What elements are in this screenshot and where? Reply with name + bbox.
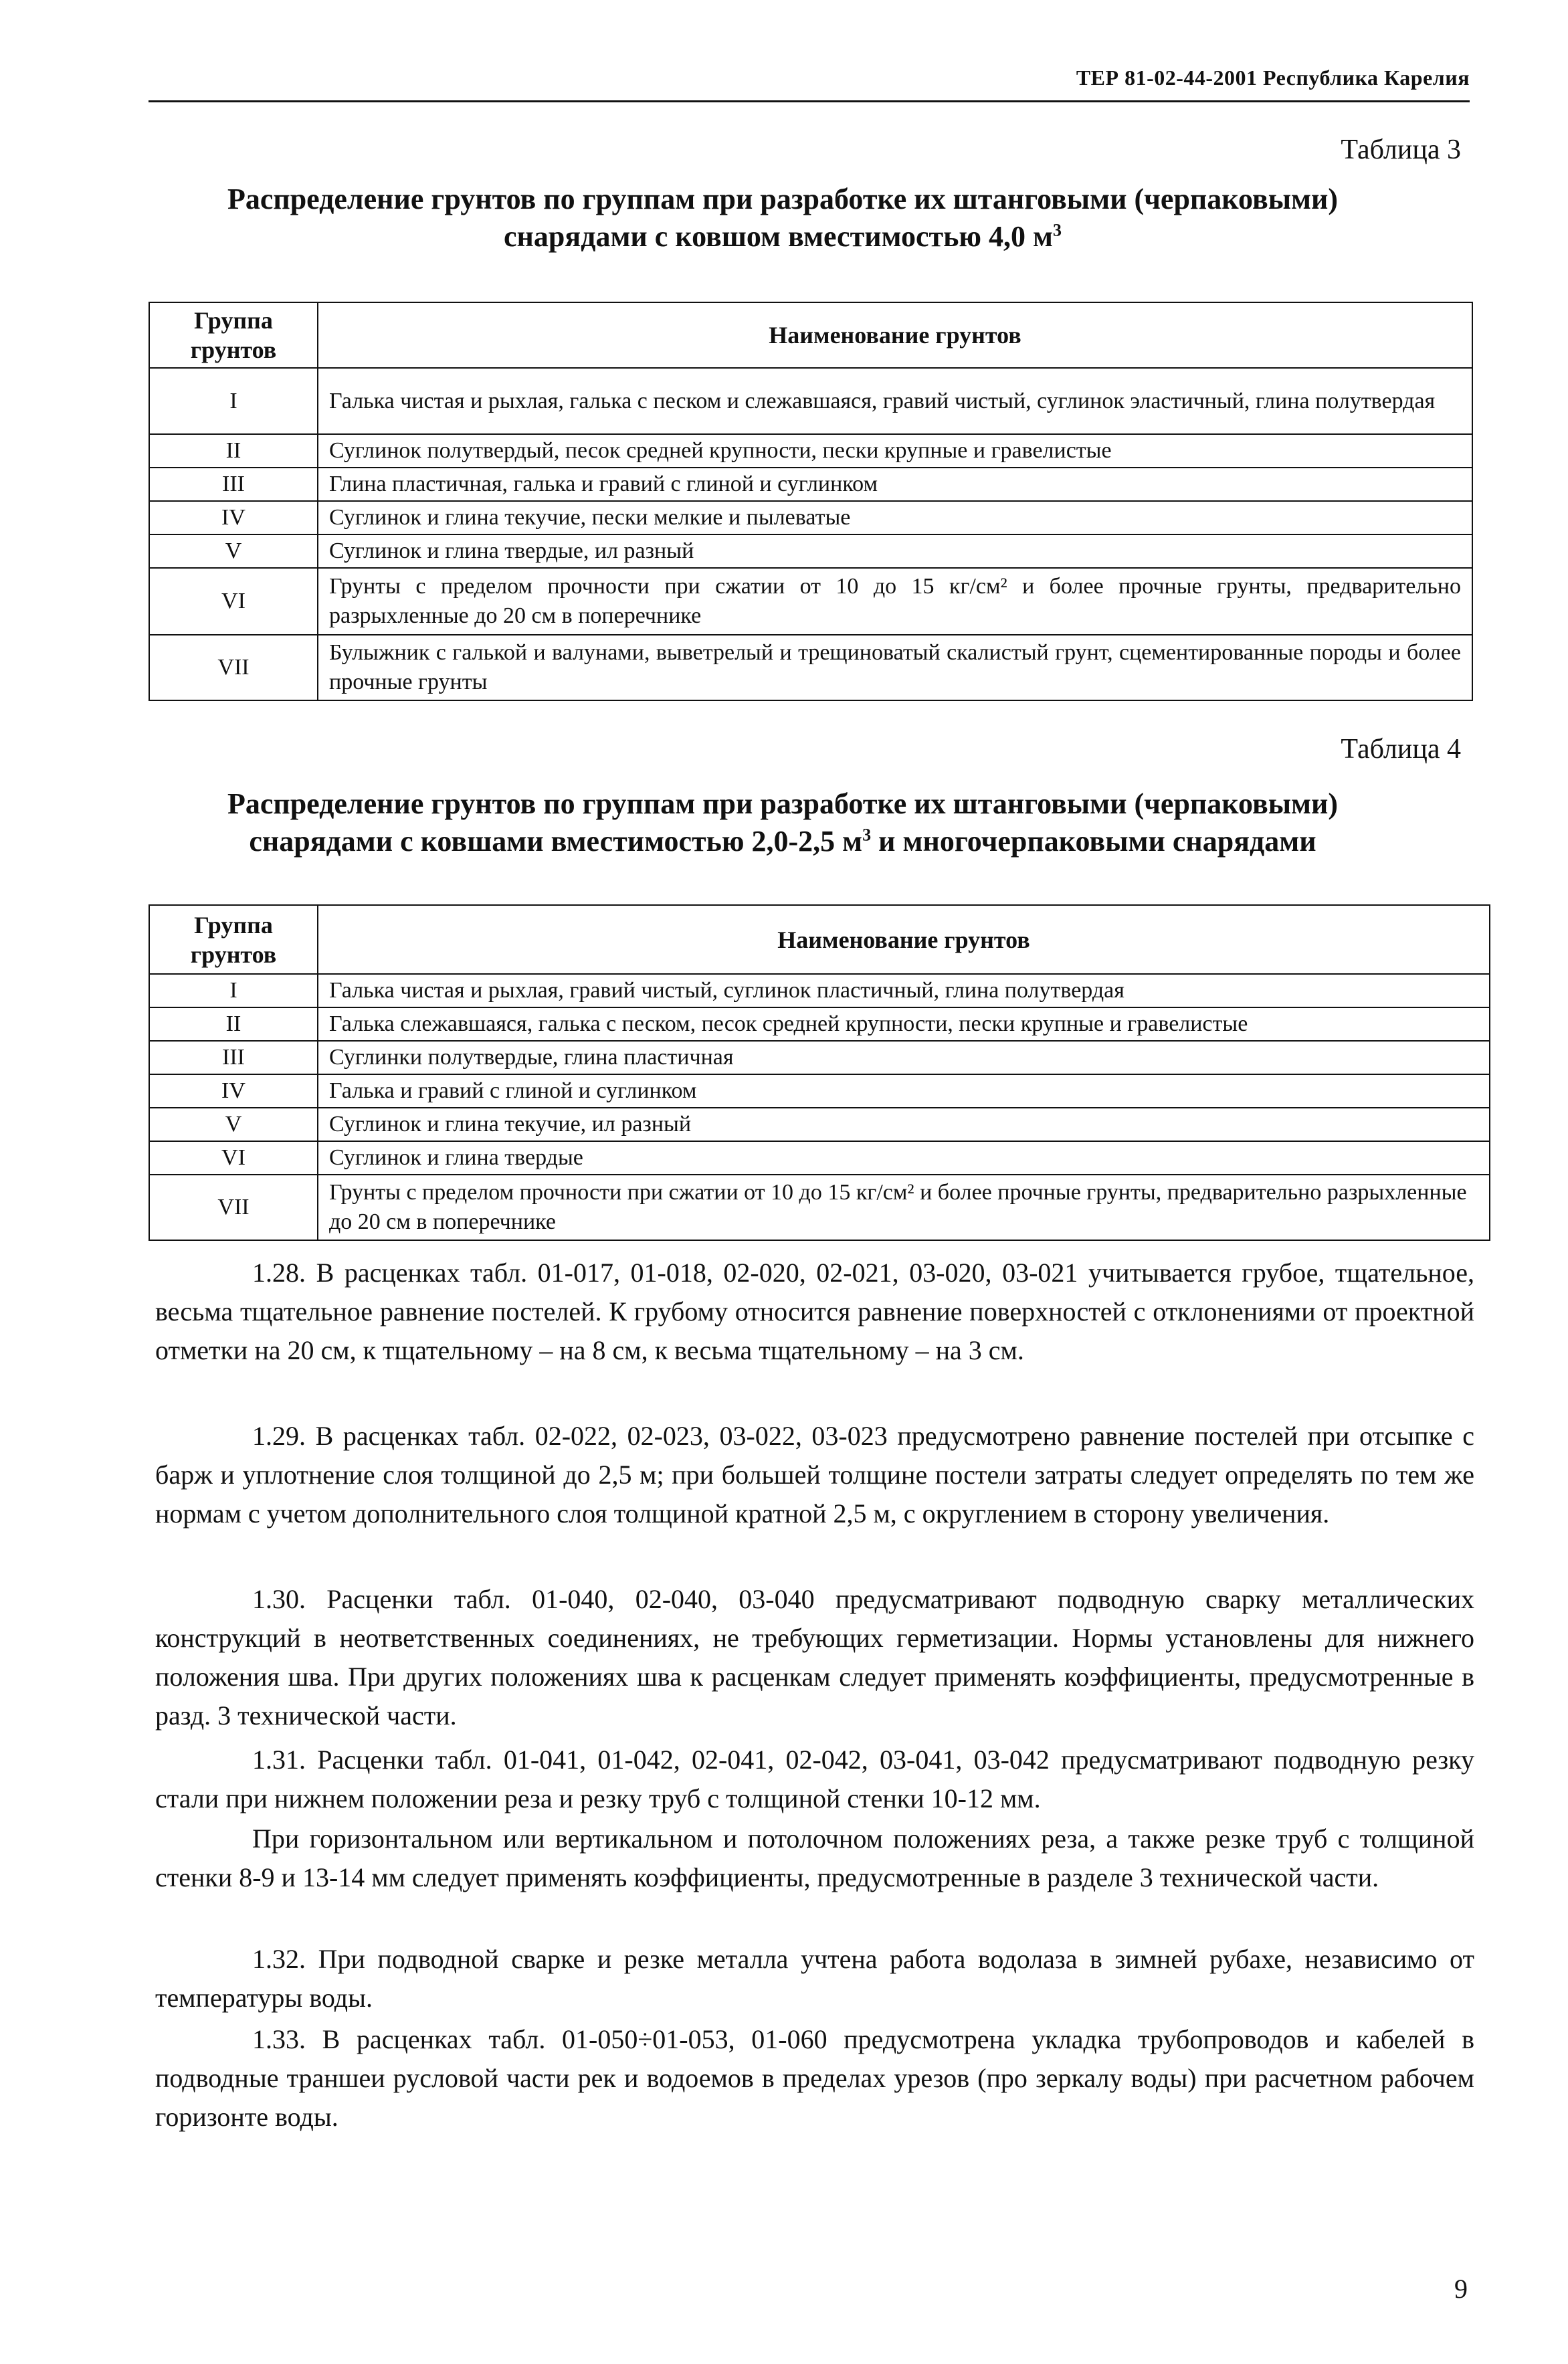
group-cell: II xyxy=(149,1007,318,1041)
soil-name-cell: Булыжник с галькой и валунами, выветрелый и трещиноватый скалистый грунт, сцементированные породы и более прочные грунты xyxy=(318,635,1472,700)
table-row xyxy=(149,568,1472,635)
soil-name-cell: Галька и гравий с глиной и суглинком xyxy=(318,1074,1490,1108)
table4-header-row xyxy=(149,905,1490,974)
paragraph-1-33 xyxy=(155,2020,1474,2137)
soil-name-cell: Суглинок и глина текучие, пески мелкие и пылеватые xyxy=(318,501,1472,534)
group-cell: I xyxy=(149,974,318,1007)
paragraph-text: 1.28. В расценках табл. 01-017, 01-018, 02-020, 02-021, 03-020, 03-021 учитывается грубое, тщательное, весьма тщательное равнение постелей. К грубому относится равнение поверхностей с отклонениями от проектной отметки на 20 см, к тщательному – на 8 см, к весьма тщательному – на 3 см. xyxy=(155,1258,1474,1365)
group-cell: VII xyxy=(149,635,318,700)
table4 xyxy=(149,904,1490,1241)
group-cell: III xyxy=(149,468,318,501)
group-cell: III xyxy=(149,1041,318,1074)
table4-title-line1: Распределение грунтов по группам при разработке их штанговыми (черпаковыми) xyxy=(227,787,1339,820)
table4-title-line2 xyxy=(154,823,1411,860)
group-cell: VII xyxy=(149,1175,318,1240)
table-row xyxy=(149,635,1472,700)
soil-name-cell: Суглинки полутвердые, глина пластичная xyxy=(318,1041,1490,1074)
group-cell: II xyxy=(149,434,318,468)
table-row xyxy=(149,1108,1490,1141)
table-row xyxy=(149,501,1472,534)
table3-title xyxy=(154,181,1411,256)
table3-title-superscript: 3 xyxy=(1052,220,1062,240)
table-row xyxy=(149,1175,1490,1240)
paragraph-text: 1.32. При подводной сварке и резке металла учтена работа водолаза в зимней рубахе, независимо от температуры воды. xyxy=(155,1944,1474,2013)
table4-title-superscript: 3 xyxy=(862,825,872,845)
table-row xyxy=(149,534,1472,568)
table4-caption: Таблица 4 xyxy=(1341,734,1461,765)
paragraph-text: При горизонтальном или вертикальном и потолочном положениях реза, а также резке труб с толщиной стенки 8-9 и 13-14 мм следует применять коэффициенты, предусмотренные в разделе 3 технической части. xyxy=(155,1824,1474,1892)
table3-title-line2 xyxy=(154,218,1411,256)
table-row xyxy=(149,1074,1490,1108)
paragraph-1-29 xyxy=(155,1417,1474,1533)
soil-name-cell: Грунты с пределом прочности при сжатии от 10 до 15 кг/см² и более прочные грунты, предварительно разрыхленные до 20 см в поперечнике xyxy=(318,568,1472,635)
table4-title-line2-tail: и многочерпаковыми снарядами xyxy=(871,825,1316,858)
paragraph-1-28 xyxy=(155,1254,1474,1370)
table3-caption: Таблица 3 xyxy=(1341,134,1461,165)
soil-name-cell: Галька слежавшаяся, галька с песком, песок средней крупности, пески крупные и гравелистые xyxy=(318,1007,1490,1041)
table3 xyxy=(149,302,1473,701)
paragraph-text: 1.29. В расценках табл. 02-022, 02-023, 03-022, 03-023 предусмотрено равнение постелей при отсыпке с барж и уплотнение слоя толщиной до 2,5 м; при большей толщине постели затраты следует определять по тем же нормам с учетом дополнительного слоя толщиной кратной 2,5 м, с округлением в сторону увеличения. xyxy=(155,1421,1474,1529)
group-cell: VI xyxy=(149,1141,318,1175)
paragraph-1-30 xyxy=(155,1580,1474,1735)
table-row xyxy=(149,1007,1490,1041)
paragraph-text: 1.30. Расценки табл. 01-040, 02-040, 03-040 предусматривают подводную сварку металлических конструкций в неответственных соединениях, не требующих герметизации. Нормы установлены для нижнего положения шва. При других положениях шва к расценкам следует применять коэффициенты, предусмотренные в разд. 3 технической части. xyxy=(155,1584,1474,1731)
table-row xyxy=(149,368,1472,434)
soil-name-cell: Суглинок и глина твердые, ил разный xyxy=(318,534,1472,568)
paragraph-1-32 xyxy=(155,1940,1474,2017)
paragraph-text: 1.31. Расценки табл. 01-041, 01-042, 02-041, 02-042, 03-041, 03-042 предусматривают подводную резку стали при нижнем положении реза и резку труб с толщиной стенки 10-12 мм. xyxy=(155,1745,1474,1813)
table4-col-group: Группа грунтов xyxy=(149,905,318,974)
group-cell: IV xyxy=(149,501,318,534)
paragraph-1-31 xyxy=(155,1741,1474,1818)
group-cell: V xyxy=(149,534,318,568)
table-row xyxy=(149,1141,1490,1175)
table3-col-name: Наименование грунтов xyxy=(318,302,1472,368)
soil-name-cell: Суглинок и глина текучие, ил разный xyxy=(318,1108,1490,1141)
table4-col-name: Наименование грунтов xyxy=(318,905,1490,974)
table4-title-line2-text: снарядами с ковшами вместимостью 2,0-2,5 м xyxy=(249,825,863,858)
group-cell: VI xyxy=(149,568,318,635)
group-cell: I xyxy=(149,368,318,434)
table3-col-group: Группа грунтов xyxy=(149,302,318,368)
table4-title xyxy=(154,785,1411,860)
table-row xyxy=(149,1041,1490,1074)
header-divider xyxy=(149,100,1470,102)
paragraph-text: 1.33. В расценках табл. 01-050÷01-053, 01-060 предусмотрена укладка трубопроводов и кабелей в подводные траншеи русловой части рек и водоемов в пределах урезов (про зеркалу воды) при расчетном рабочем горизонте воды. xyxy=(155,2024,1474,2132)
document-reference: ТЕР 81-02-44-2001 Республика Карелия xyxy=(1076,66,1470,90)
page-number: 9 xyxy=(1454,2274,1468,2304)
table-row xyxy=(149,468,1472,501)
table-row xyxy=(149,974,1490,1007)
table3-title-line2-text: снарядами с ковшом вместимостью 4,0 м xyxy=(504,220,1053,253)
soil-name-cell: Грунты с пределом прочности при сжатии от 10 до 15 кг/см² и более прочные грунты, предварительно разрыхленные до 20 см в поперечнике xyxy=(318,1175,1490,1240)
soil-name-cell: Галька чистая и рыхлая, галька с песком и слежавшаяся, гравий чистый, суглинок эластичный, глина полутвердая xyxy=(318,368,1472,434)
group-cell: V xyxy=(149,1108,318,1141)
table3-title-line1: Распределение грунтов по группам при разработке их штанговыми (черпаковыми) xyxy=(227,183,1339,215)
paragraph-1-31-continued xyxy=(155,1819,1474,1897)
table3-header-row xyxy=(149,302,1472,368)
soil-name-cell: Галька чистая и рыхлая, гравий чистый, суглинок пластичный, глина полутвердая xyxy=(318,974,1490,1007)
soil-name-cell: Суглинок и глина твердые xyxy=(318,1141,1490,1175)
soil-name-cell: Суглинок полутвердый, песок средней крупности, пески крупные и гравелистые xyxy=(318,434,1472,468)
group-cell: IV xyxy=(149,1074,318,1108)
soil-name-cell: Глина пластичная, галька и гравий с глиной и суглинком xyxy=(318,468,1472,501)
table-row xyxy=(149,434,1472,468)
